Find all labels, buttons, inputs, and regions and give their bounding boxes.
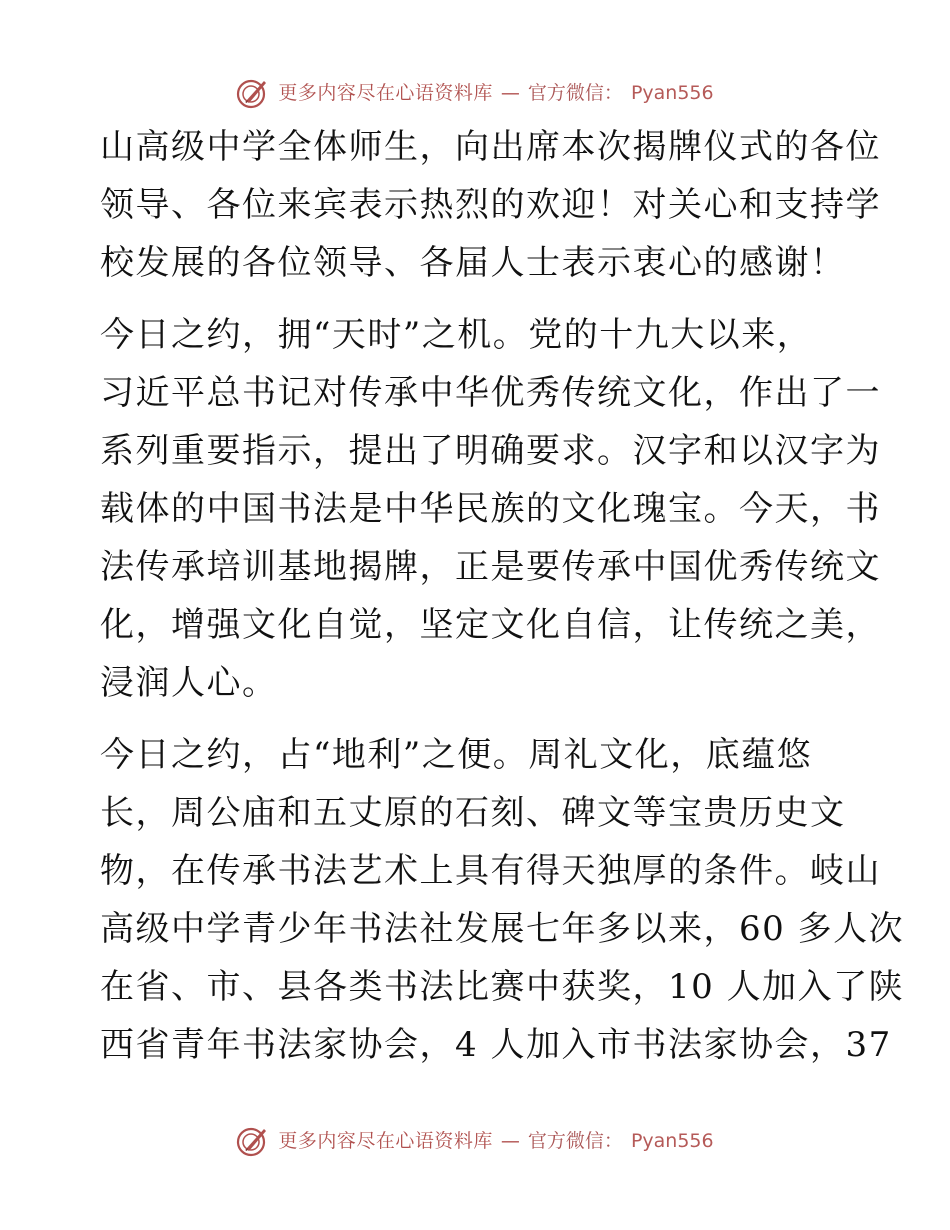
watermark-dash: — — [500, 1130, 520, 1152]
text-line: 今日之约，拥“天时”之机。党的十九大以来， — [100, 315, 813, 355]
watermark-id: Pyan556 — [630, 1130, 714, 1152]
text-line: 高级中学青少年书法社发展七年多以来，60 多人次 — [100, 909, 905, 949]
watermark-text: 更多内容尽在心语资料库 — [278, 1130, 493, 1152]
paragraph-tianshi — [100, 306, 881, 712]
header-watermark — [0, 76, 950, 110]
text-line: 山高级中学全体师生，向出席本次揭牌仪式的各位 — [100, 127, 881, 167]
text-line: 载体的中国书法是中华民族的文化瑰宝。今天，书 — [100, 489, 881, 529]
text-line: 习近平总书记对传承中华优秀传统文化，作出了一 — [100, 373, 881, 413]
text-line: 物，在传承书法艺术上具有得天独厚的条件。岐山 — [100, 851, 881, 891]
text-line: 西省青年书法家协会，4 人加入市书法家协会，37 — [100, 1025, 892, 1065]
document-body — [100, 118, 905, 1074]
text-line: 法传承培训基地揭牌，正是要传承中国优秀传统文 — [100, 547, 881, 587]
watermark-text: 更多内容尽在心语资料库 — [278, 82, 493, 104]
paragraph-welcome — [100, 118, 881, 292]
watermark-label: 官方微信： — [527, 1130, 623, 1152]
text-line: 长，周公庙和五丈原的石刻、碑文等宝贵历史文 — [100, 793, 846, 833]
text-line: 浸润人心。 — [100, 663, 278, 703]
text-line: 化，增强文化自觉，坚定文化自信，让传统之美， — [100, 605, 881, 645]
text-line: 在省、市、县各类书法比赛中获奖，10 人加入了陕 — [100, 967, 905, 1007]
footer-watermark — [0, 1124, 950, 1158]
watermark-id: Pyan556 — [630, 82, 714, 104]
paragraph-dili — [100, 726, 905, 1074]
quill-seal-icon — [236, 1124, 270, 1158]
watermark-label: 官方微信： — [527, 82, 623, 104]
text-line: 校发展的各位领导、各届人士表示衷心的感谢！ — [100, 243, 846, 283]
text-line: 领导、各位来宾表示热烈的欢迎！对关心和支持学 — [100, 185, 881, 225]
quill-seal-icon — [236, 76, 270, 110]
text-line: 系列重要指示，提出了明确要求。汉字和以汉字为 — [100, 431, 881, 471]
text-line: 今日之约，占“地利”之便。周礼文化，底蕴悠 — [100, 735, 813, 775]
watermark-dash: — — [500, 82, 520, 104]
